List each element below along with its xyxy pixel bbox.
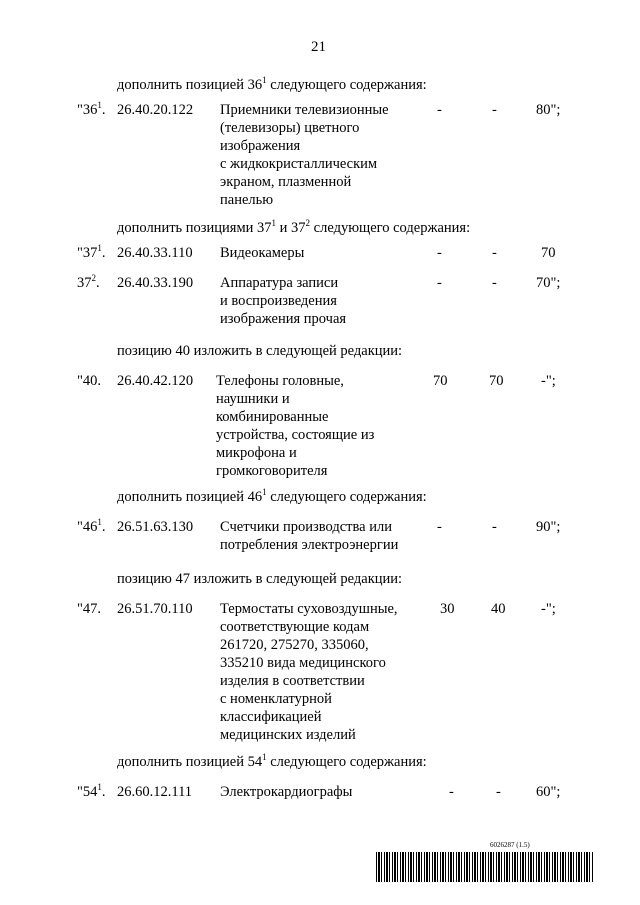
superscript: 1 xyxy=(262,487,267,498)
row-col1: - xyxy=(437,275,442,291)
instruction-text: следующего содержания: xyxy=(310,220,471,236)
row-code: 26.51.63.130 xyxy=(117,519,194,535)
row-col2: - xyxy=(492,245,497,261)
row-number xyxy=(77,518,106,536)
row-col1: - xyxy=(437,102,442,118)
row-col1: - xyxy=(449,784,454,800)
row-col2: - xyxy=(492,102,497,118)
row-number xyxy=(77,101,106,119)
row-col2: 40 xyxy=(491,601,506,617)
row-number-text: . xyxy=(101,245,106,261)
page-number: 21 xyxy=(311,39,326,55)
row-number-text: "46 xyxy=(77,519,98,535)
row-col3: 60"; xyxy=(536,784,561,800)
row-number-text: 37 xyxy=(77,275,92,291)
instruction-text: и 37 xyxy=(276,220,306,236)
row-number-text: . xyxy=(101,784,106,800)
superscript: 1 xyxy=(97,517,102,528)
row-code: 26.40.42.120 xyxy=(117,373,194,389)
row-col3: 80"; xyxy=(536,102,561,118)
row-number: "40. xyxy=(77,373,102,389)
instruction-text: следующего содержания: xyxy=(266,77,427,93)
superscript: 2 xyxy=(305,218,311,229)
row-col3: 70 xyxy=(541,245,556,261)
row-col3: -"; xyxy=(541,601,556,617)
superscript: 1 xyxy=(97,243,102,254)
barcode-label: 6026287 (1.5) xyxy=(490,841,530,849)
row-number xyxy=(77,244,106,262)
row-code: 26.40.20.122 xyxy=(117,102,194,118)
superscript: 1 xyxy=(271,218,277,229)
row-col2: - xyxy=(492,519,497,535)
row-col1: 70 xyxy=(433,373,448,389)
row-name: Электрокардиографы xyxy=(220,784,353,800)
instruction-add-36-1 xyxy=(117,76,427,94)
superscript: 1 xyxy=(262,752,267,763)
barcode xyxy=(376,852,594,882)
row-name: Телефоны головные, наушники и комбинированные устройства, состоящие из микрофона и громкоговорителя xyxy=(216,373,375,479)
instruction-text: дополнить позицией 36 xyxy=(117,77,263,93)
instruction-text: следующего содержания: xyxy=(266,489,427,505)
instruction-text: дополнить позицией 46 xyxy=(117,489,263,505)
instruction-add-37 xyxy=(117,219,470,237)
instruction-text: дополнить позицией 54 xyxy=(117,754,263,770)
row-name: Приемники телевизионные (телевизоры) цветного изображения с жидкокристаллическим экраном, плазменной панелью xyxy=(220,102,389,208)
row-code: 26.40.33.110 xyxy=(117,245,193,261)
row-number: "47. xyxy=(77,601,102,617)
row-number-text: . xyxy=(101,102,106,118)
instruction-add-54-1 xyxy=(117,753,427,771)
instruction-text: дополнить позициями 37 xyxy=(117,220,272,236)
superscript: 2 xyxy=(91,273,96,284)
row-col1: - xyxy=(437,245,442,261)
superscript: 1 xyxy=(97,100,102,111)
row-name: Видеокамеры xyxy=(220,245,305,261)
instruction-replace-47: позицию 47 изложить в следующей редакции: xyxy=(117,571,403,587)
row-col3: -"; xyxy=(541,373,556,389)
superscript: 1 xyxy=(97,782,102,793)
row-number-text: "37 xyxy=(77,245,98,261)
row-number-text: "36 xyxy=(77,102,98,118)
row-col3: 90"; xyxy=(536,519,561,535)
row-col2: - xyxy=(492,275,497,291)
instruction-replace-40: позицию 40 изложить в следующей редакции: xyxy=(117,343,403,359)
superscript: 1 xyxy=(262,75,267,86)
row-col1: 30 xyxy=(440,601,455,617)
row-number xyxy=(77,274,100,292)
row-name: Аппаратура записи и воспроизведения изображения прочая xyxy=(220,275,347,327)
row-name: Счетчики производства или потребления электроэнергии xyxy=(220,519,399,553)
row-code: 26.60.12.111 xyxy=(117,784,193,800)
row-name: Термостаты суховоздушные, соответствующие кодам 261720, 275270, 335060, 335210 вида медицинского изделия в соответствии с номенклатурной классификацией медицинских изделий xyxy=(220,601,398,743)
row-col1: - xyxy=(437,519,442,535)
row-col3: 70"; xyxy=(536,275,561,291)
instruction-text: следующего содержания: xyxy=(266,754,427,770)
row-number xyxy=(77,783,106,801)
row-col2: 70 xyxy=(489,373,504,389)
row-code: 26.40.33.190 xyxy=(117,275,194,291)
row-col2: - xyxy=(496,784,501,800)
row-number-text: . xyxy=(101,519,106,535)
instruction-add-46-1 xyxy=(117,488,427,506)
row-number-text: . xyxy=(96,275,100,291)
row-code: 26.51.70.110 xyxy=(117,601,193,617)
row-number-text: "54 xyxy=(77,784,98,800)
